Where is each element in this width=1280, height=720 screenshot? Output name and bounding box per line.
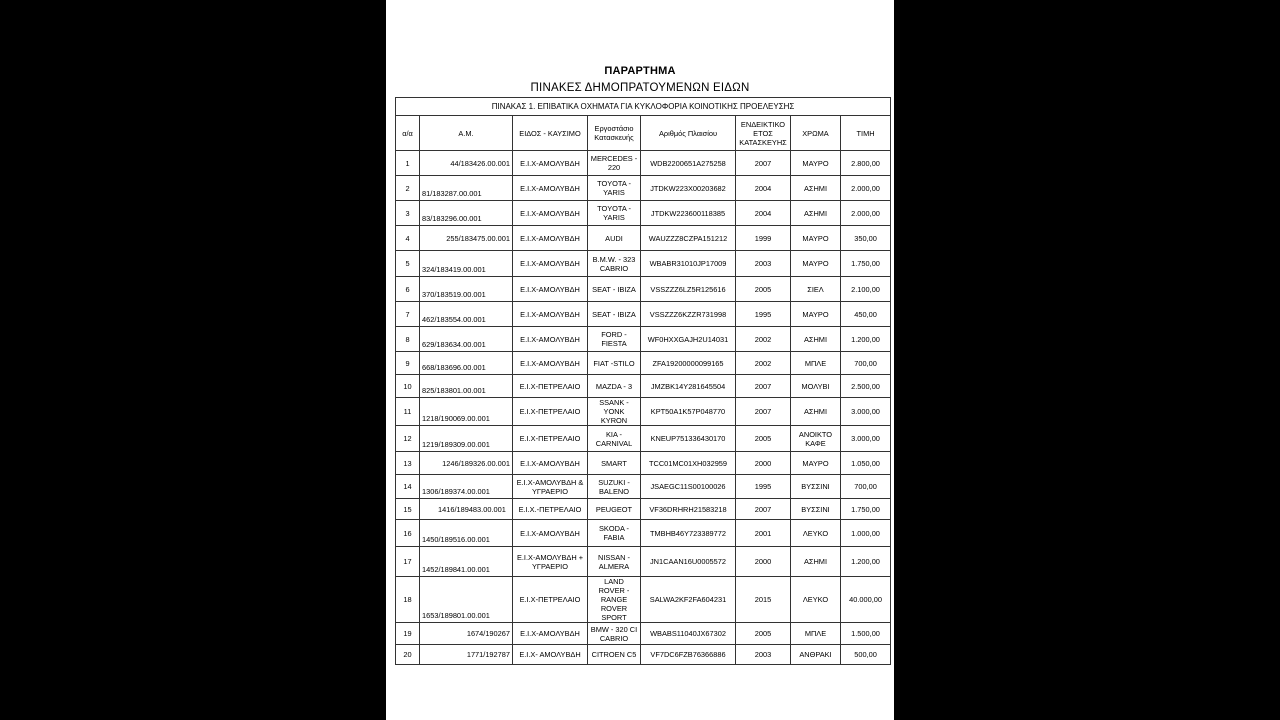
column-header: Εργοστάσιο Κατασκευής [588,116,641,151]
table-row [396,499,891,520]
manufacturer-cell: NISSAN - ALMERA [588,547,641,577]
type-fuel-cell: Ε.Ι.Χ-ΠΕΤΡΕΛΑΙΟ [513,375,588,398]
registration-number-cell: 1674/190267 [420,623,513,645]
registration-number-cell: 825/183801.00.001 [420,375,513,398]
column-header: ΧΡΩΜΑ [791,116,841,151]
year-cell: 1995 [736,302,791,327]
column-header: ΕΙΔΟΣ - ΚΑΥΣΙΜΟ [513,116,588,151]
table-row [396,151,891,176]
registration-number-cell: 1218/190069.00.001 [420,398,513,426]
document-page [386,0,894,720]
manufacturer-cell: KIA - CARNIVAL [588,426,641,452]
year-cell: 2002 [736,327,791,352]
registration-number-cell: 1246/189326.00.001 [420,452,513,475]
row-number-cell: 18 [396,577,420,623]
table-row [396,251,891,277]
column-header: ΤΙΜΗ [841,116,891,151]
manufacturer-cell: SEAT - IBIZA [588,302,641,327]
chassis-number-cell: JN1CAAN16U0005572 [641,547,736,577]
chassis-number-cell: VF7DC6FZB76366886 [641,645,736,665]
year-cell: 2003 [736,251,791,277]
table-row [396,226,891,251]
manufacturer-cell: FORD - FIESTA [588,327,641,352]
price-cell: 1.500,00 [841,623,891,645]
table-row [396,352,891,375]
year-cell: 1995 [736,475,791,499]
registration-number-cell: 1416/189483.00.001 [420,499,513,520]
manufacturer-cell: FIAT -STILO [588,352,641,375]
manufacturer-cell: SKODA - FABIA [588,520,641,547]
type-fuel-cell: Ε.Ι.Χ-ΑΜΟΛΥΒΔΗ [513,452,588,475]
type-fuel-cell: Ε.Ι.Χ-ΑΜΟΛΥΒΔΗ [513,277,588,302]
chassis-number-cell: WDB2200651A275258 [641,151,736,176]
chassis-number-cell: WF0HXXGAJH2U14031 [641,327,736,352]
table-row [396,426,891,452]
color-cell: ΒΥΣΣΙΝΙ [791,475,841,499]
type-fuel-cell: Ε.Ι.Χ-ΑΜΟΛΥΒΔΗ [513,201,588,226]
row-number-cell: 3 [396,201,420,226]
column-header: Αριθμός Πλαισίου [641,116,736,151]
chassis-number-cell: KPT50A1K57P048770 [641,398,736,426]
manufacturer-cell: SSANK - YONK KYRON [588,398,641,426]
registration-number-cell: 81/183287.00.001 [420,176,513,201]
registration-number-cell: 1306/189374.00.001 [420,475,513,499]
manufacturer-cell: BMW - 320 CI CABRIO [588,623,641,645]
row-number-cell: 5 [396,251,420,277]
color-cell: ΜΠΛΕ [791,352,841,375]
type-fuel-cell: Ε.Ι.Χ-ΑΜΟΛΥΒΔΗ [513,352,588,375]
registration-number-cell: 1219/189309.00.001 [420,426,513,452]
registration-number-cell: 324/183419.00.001 [420,251,513,277]
price-cell: 700,00 [841,475,891,499]
table-row [396,452,891,475]
price-cell: 40.000,00 [841,577,891,623]
table-row [396,277,891,302]
color-cell: ΛΕΥΚΟ [791,520,841,547]
price-cell: 1.750,00 [841,499,891,520]
type-fuel-cell: Ε.Ι.Χ.-ΠΕΤΡΕΛΑΙΟ [513,499,588,520]
color-cell: ΜΑΥΡΟ [791,302,841,327]
row-number-cell: 2 [396,176,420,201]
color-cell: ΜΟΛΥΒΙ [791,375,841,398]
table-row [396,302,891,327]
price-cell: 2.100,00 [841,277,891,302]
table-row [396,520,891,547]
type-fuel-cell: Ε.Ι.Χ-ΠΕΤΡΕΛΑΙΟ [513,398,588,426]
chassis-number-cell: TMBHB46Y723389772 [641,520,736,547]
price-cell: 350,00 [841,226,891,251]
registration-number-cell: 370/183519.00.001 [420,277,513,302]
registration-number-cell: 629/183634.00.001 [420,327,513,352]
color-cell: ΑΣΗΜΙ [791,547,841,577]
type-fuel-cell: Ε.Ι.Χ-ΑΜΟΛΥΒΔΗ + ΥΓΡΑΕΡΙΟ [513,547,588,577]
manufacturer-cell: B.M.W. - 323 CABRIO [588,251,641,277]
manufacturer-cell: CITROEN C5 [588,645,641,665]
table-body [396,151,891,665]
table-row [396,201,891,226]
price-cell: 2.000,00 [841,201,891,226]
year-cell: 2003 [736,645,791,665]
price-cell: 500,00 [841,645,891,665]
row-number-cell: 4 [396,226,420,251]
manufacturer-cell: TOYOTA - YARIS [588,176,641,201]
row-number-cell: 19 [396,623,420,645]
color-cell: ΑΝΘΡΑΚΙ [791,645,841,665]
registration-number-cell: 44/183426.00.001 [420,151,513,176]
row-number-cell: 8 [396,327,420,352]
price-cell: 2.800,00 [841,151,891,176]
chassis-number-cell: KNEUP751336430170 [641,426,736,452]
document-subtitle: ΠΙΝΑΚΕΣ ΔΗΜΟΠΡΑΤΟΥΜΕΝΩΝ ΕΙΔΩΝ [530,82,750,94]
row-number-cell: 12 [396,426,420,452]
price-cell: 3.000,00 [841,398,891,426]
table-row [396,547,891,577]
color-cell: ΜΠΛΕ [791,623,841,645]
year-cell: 2007 [736,398,791,426]
price-cell: 2.000,00 [841,176,891,201]
year-cell: 2005 [736,426,791,452]
type-fuel-cell: Ε.Ι.Χ- ΑΜΟΛΥΒΔΗ [513,645,588,665]
color-cell: ΑΣΗΜΙ [791,176,841,201]
year-cell: 2002 [736,352,791,375]
year-cell: 2004 [736,176,791,201]
color-cell: ΑΣΗΜΙ [791,398,841,426]
type-fuel-cell: Ε.Ι.Χ-ΑΜΟΛΥΒΔΗ [513,302,588,327]
color-cell: ΜΑΥΡΟ [791,226,841,251]
chassis-number-cell: VF36DRHRH21583218 [641,499,736,520]
registration-number-cell: 1452/189841.00.001 [420,547,513,577]
year-cell: 2005 [736,623,791,645]
table-row [396,623,891,645]
manufacturer-cell: SEAT - IBIZA [588,277,641,302]
color-cell: ΜΑΥΡΟ [791,251,841,277]
manufacturer-cell: SMART [588,452,641,475]
row-number-cell: 11 [396,398,420,426]
year-cell: 2007 [736,151,791,176]
chassis-number-cell: JTDKW223600118385 [641,201,736,226]
type-fuel-cell: Ε.Ι.Χ-ΑΜΟΛΥΒΔΗ [513,327,588,352]
price-cell: 3.000,00 [841,426,891,452]
color-cell: ΑΝΟΙΚΤΟ ΚΑΦΕ [791,426,841,452]
chassis-number-cell: ZFA19200000099165 [641,352,736,375]
vehicles-table [395,97,891,665]
type-fuel-cell: Ε.Ι.Χ-ΑΜΟΛΥΒΔΗ [513,226,588,251]
registration-number-cell: 1450/189516.00.001 [420,520,513,547]
type-fuel-cell: Ε.Ι.Χ-ΑΜΟΛΥΒΔΗ & ΥΓΡΑΕΡΙΟ [513,475,588,499]
color-cell: ΜΑΥΡΟ [791,151,841,176]
price-cell: 1.050,00 [841,452,891,475]
type-fuel-cell: Ε.Ι.Χ-ΠΕΤΡΕΛΑΙΟ [513,577,588,623]
row-number-cell: 15 [396,499,420,520]
manufacturer-cell: TOYOTA - YARIS [588,201,641,226]
price-cell: 2.500,00 [841,375,891,398]
column-header: ΕΝΔΕΙΚΤΙΚΟ ΕΤΟΣ ΚΑΤΑΣΚΕΥΗΣ [736,116,791,151]
price-cell: 450,00 [841,302,891,327]
chassis-number-cell: SALWA2KF2FA604231 [641,577,736,623]
type-fuel-cell: Ε.Ι.Χ-ΑΜΟΛΥΒΔΗ [513,176,588,201]
price-cell: 1.200,00 [841,547,891,577]
table-row [396,398,891,426]
manufacturer-cell: AUDI [588,226,641,251]
row-number-cell: 13 [396,452,420,475]
price-cell: 1.750,00 [841,251,891,277]
color-cell: ΑΣΗΜΙ [791,201,841,226]
registration-number-cell: 83/183296.00.001 [420,201,513,226]
manufacturer-cell: MERCEDES - 220 [588,151,641,176]
row-number-cell: 9 [396,352,420,375]
row-number-cell: 17 [396,547,420,577]
column-header: α/α [396,116,420,151]
type-fuel-cell: Ε.Ι.Χ-ΠΕΤΡΕΛΑΙΟ [513,426,588,452]
color-cell: ΛΕΥΚΟ [791,577,841,623]
chassis-number-cell: VSSZZZ6KZZR731998 [641,302,736,327]
manufacturer-cell: LAND ROVER - RANGE ROVER SPORT [588,577,641,623]
column-header: Α.Μ. [420,116,513,151]
price-cell: 1.000,00 [841,520,891,547]
row-number-cell: 14 [396,475,420,499]
year-cell: 2000 [736,547,791,577]
registration-number-cell: 462/183554.00.001 [420,302,513,327]
row-number-cell: 16 [396,520,420,547]
table-row [396,327,891,352]
row-number-cell: 6 [396,277,420,302]
chassis-number-cell: WBABS11040JX67302 [641,623,736,645]
price-cell: 1.200,00 [841,327,891,352]
year-cell: 2000 [736,452,791,475]
color-cell: ΑΣΗΜΙ [791,327,841,352]
type-fuel-cell: Ε.Ι.Χ-ΑΜΟΛΥΒΔΗ [513,520,588,547]
table-caption: ΠΙΝΑΚΑΣ 1. ΕΠΙΒΑΤΙΚΑ ΟΧΗΜΑΤΑ ΓΙΑ ΚΥΚΛΟΦΟΡΙΑ ΚΟΙΝΟΤΙΚΗΣ ΠΡΟΕΛΕΥΣΗΣ [396,98,891,116]
row-number-cell: 20 [396,645,420,665]
year-cell: 2007 [736,499,791,520]
registration-number-cell: 1653/189801.00.001 [420,577,513,623]
document-title: ΠΑΡΑΡΤΗΜΑ [604,65,676,77]
color-cell: ΒΥΣΣΙΝΙ [791,499,841,520]
manufacturer-cell: MAZDA - 3 [588,375,641,398]
year-cell: 2004 [736,201,791,226]
chassis-number-cell: WAUZZZ8CZPA151212 [641,226,736,251]
registration-number-cell: 1771/192787 [420,645,513,665]
row-number-cell: 1 [396,151,420,176]
row-number-cell: 7 [396,302,420,327]
type-fuel-cell: Ε.Ι.Χ-ΑΜΟΛΥΒΔΗ [513,151,588,176]
chassis-number-cell: VSSZZZ6LZ5R125616 [641,277,736,302]
year-cell: 1999 [736,226,791,251]
price-cell: 700,00 [841,352,891,375]
chassis-number-cell: WBABR31010JP17009 [641,251,736,277]
color-cell: ΜΑΥΡΟ [791,452,841,475]
year-cell: 2015 [736,577,791,623]
table-row [396,176,891,201]
row-number-cell: 10 [396,375,420,398]
registration-number-cell: 255/183475.00.001 [420,226,513,251]
table-row [396,375,891,398]
manufacturer-cell: PEUGEOT [588,499,641,520]
type-fuel-cell: Ε.Ι.Χ-ΑΜΟΛΥΒΔΗ [513,251,588,277]
color-cell: ΣΙΕΛ [791,277,841,302]
table-row [396,645,891,665]
manufacturer-cell: SUZUKI - BALENO [588,475,641,499]
table-header-row [396,116,891,151]
year-cell: 2007 [736,375,791,398]
chassis-number-cell: TCC01MC01XH032959 [641,452,736,475]
year-cell: 2005 [736,277,791,302]
table-row [396,475,891,499]
type-fuel-cell: Ε.Ι.Χ-ΑΜΟΛΥΒΔΗ [513,623,588,645]
year-cell: 2001 [736,520,791,547]
registration-number-cell: 668/183696.00.001 [420,352,513,375]
table-row [396,577,891,623]
chassis-number-cell: JSAEGC11S00100026 [641,475,736,499]
chassis-number-cell: JMZBK14Y281645504 [641,375,736,398]
chassis-number-cell: JTDKW223X00203682 [641,176,736,201]
